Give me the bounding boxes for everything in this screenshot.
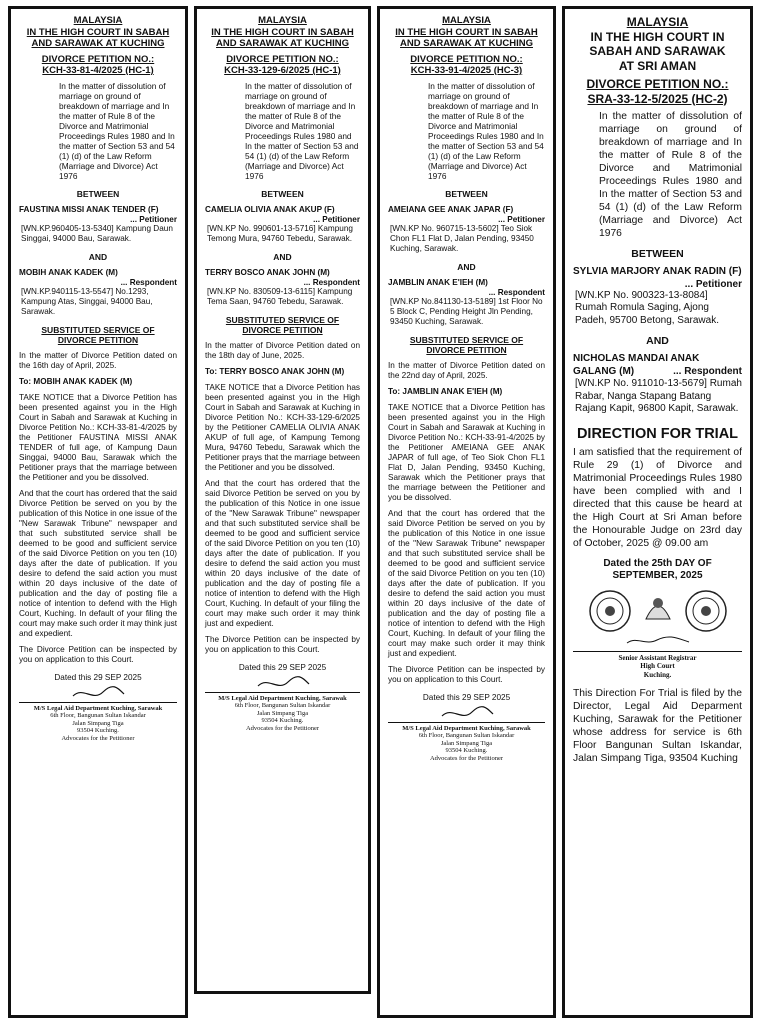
and-label: AND <box>273 251 292 262</box>
signature-icon <box>68 684 128 702</box>
notice-column-1 <box>8 6 188 1018</box>
notice-column-2 <box>194 6 371 994</box>
take-notice-text: TAKE NOTICE that a Divorce Petition has been presented against you in the High Court in Sabah and Sarawak at Kuching in Divorce Petition No.: KCH-33-91-4/2025 by the Petitioner AMEIANA GEE ANAK JAPAR of full age, of Teo Siok Chon FL1 Flat D, Jalan Pending, 93450 Kuching, Sarawak which the Petitioner prays that the marriage between the Petitioner and you be dissolved. <box>388 402 545 502</box>
footer-address-2: Jalan Simpang Tiga <box>256 709 309 717</box>
respondent-name-line2: GALANG (M) <box>573 365 635 377</box>
footer-firm: M/S Legal Aid Department Kuching, Sarawak <box>402 724 531 732</box>
footer-role: Advocates for the Petitioner <box>429 754 504 762</box>
court-heading-line3: AT SRI AMAN <box>618 58 697 73</box>
footer-address-3: 93504 Kuching. <box>261 717 304 724</box>
respondent-name: MOBIH ANAK KADEK (M) <box>19 267 118 277</box>
petitioner-address: [WN.KP No. 900323-13-8084] Rumah Romula Saging, Ajong Padeh, 95700 Betong, Sarawak. <box>575 289 719 326</box>
dated-line1: Dated the 25th DAY OF <box>603 557 712 569</box>
court-heading-line1: IN THE HIGH COURT IN SABAH <box>26 26 170 38</box>
petition-number: KCH-33-129-6/2025 (HC-1) <box>224 65 341 76</box>
take-notice-text: TAKE NOTICE that a Divorce Petition has been presented against you in the High Court in Sabah and Sarawak at Kuching in Divorce Petition No.: KCH-33-81-4/2025 by the Petitioner FAUSTINA MISSI ANAK TENDER of full age, of Kampung Daun Singgai, 94000 Bau, Sarawak which the Petitioner prays that the marriage between the Petitioner and you be dissolved. <box>19 392 177 482</box>
respondent-name-line1: NICHOLAS MANDAI ANAK <box>573 353 700 364</box>
dated-line: Dated this 29 SEP 2025 <box>422 692 511 702</box>
dated-line: Dated this 29 SEP 2025 <box>54 672 142 682</box>
petitioner-name: SYLVIA MARJORY ANAK RADIN (F) <box>573 266 742 277</box>
between-label: BETWEEN <box>631 248 684 260</box>
court-order-text: And that the court has ordered that the said Divorce Petition be served on you by the publication of this Notice in one issue of the "New Sarawak Tribune" newspaper and that such substituted service shall be deemed to be good and sufficient service of the said Divorce Petition on you ten (10) days after the date of publication. If you desire to defend the said action you must within 20 days inclusive of the date of publication and the day of posting file a notice of intention to defend with the High Court, Kuching. In default of your filing the court may make such order it may think just and expedient. <box>205 478 360 628</box>
respondent-line2 <box>573 366 742 379</box>
petitioner-name: CAMELIA OLIVIA ANAK AKUP (F) <box>205 204 335 214</box>
respondent-address: [WN.KP No. 911010-13-5679] Rumah Rabar, Nanga Stapang Batang Rajang Kapit, 96800 Kapit, Sarawak. <box>575 378 742 414</box>
court-heading-line2: AND SARAWAK AT KUCHING <box>400 38 533 49</box>
respondent-address: [WN.KP No.841130-13-5189] 1st Floor No 5 Block C, Pending Height Jln Pending, 93450 Kuching, Sarawak. <box>390 296 543 326</box>
petition-label: DIVORCE PETITION NO.: <box>586 77 729 91</box>
signature-icon <box>623 635 693 647</box>
respondent-name: JAMBLIN ANAK E'IEH (M) <box>388 277 488 287</box>
between-label: BETWEEN <box>445 188 488 199</box>
court-heading-line2: AND SARAWAK AT KUCHING <box>216 38 349 49</box>
footer-address-2: Jalan Simpang Tiga <box>440 739 493 747</box>
court-heading-line2: AND SARAWAK AT KUCHING <box>31 38 165 49</box>
to-line: To: TERRY BOSCO ANAK JOHN (M) <box>205 366 345 376</box>
footer-address-3: 93504 Kuching. <box>445 747 488 754</box>
footer-address-1: 6th Floor, Bangunan Sultan Iskandar <box>234 702 331 709</box>
substituted-service-line1: SUBSTITUTED SERVICE OF <box>41 324 155 335</box>
matter-text: In the matter of dissolution of marriage on ground of breakdown of marriage and In the matter of Rule 8 of the Divorce and Matrimonial Proceedings Rules 1980 and In the matter of Section 53 and 54 (1) (d) of the Law Reform (Marriage and Divorce) Act 1976 <box>428 80 544 181</box>
signature-icon <box>253 674 313 692</box>
substituted-service-line2: DIVORCE PETITION <box>57 334 139 345</box>
petition-dated-text: In the matter of Divorce Petition dated on the 18th day of June, 2025. <box>205 340 360 360</box>
and-label: AND <box>646 335 669 347</box>
respondent-address: [WN.KP No. 830509-13-6115] Kampung Tema Saan, 94760 Tebedu, Sarawak. <box>207 286 353 306</box>
petition-label: DIVORCE PETITION NO.: <box>41 53 155 65</box>
substituted-service-line2: DIVORCE PETITION <box>426 344 507 355</box>
petition-number: SRA-33-12-5/2025 (HC-2) <box>587 91 728 106</box>
country-heading: MALAYSIA <box>258 15 307 26</box>
footer-firm: M/S Legal Aid Department Kuching, Sarawak <box>33 704 163 712</box>
direction-text: I am satisfied that the requirement of Rule 29 (1) of Divorce and Matrimonial Proceedings Rules 1980 have been complied with and I directed that this cause be heard at the High Court at Sri Aman before the Honourable Judge on 23rd day of October, 2025 @ 09.00 am <box>573 446 742 549</box>
and-label: AND <box>457 261 476 272</box>
respondent-role: ... Respondent <box>673 365 742 377</box>
court-seal-icon <box>684 589 728 633</box>
footer-block <box>19 702 177 743</box>
petitioner-role: ... Petitioner <box>313 214 360 224</box>
court-heading-line1: IN THE HIGH COURT IN <box>590 29 725 44</box>
coat-of-arms-icon <box>638 589 678 629</box>
respondent-name: TERRY BOSCO ANAK JOHN (M) <box>205 267 330 277</box>
matter-text: In the matter of dissolution of marriage on ground of breakdown of marriage and In the matter of Rule 8 of the Divorce and Matrimonial Proceedings Rules 1980 and In the matter of Section 53 and 54 (1) (d) of the Law Reform (Marriage and Divorce) Act 1976 <box>599 111 742 239</box>
court-order-text: And that the court has ordered that the said Divorce Petition be served on you by the publication of this Notice in one issue of the "New Sarawak Tribune" newspaper and that such substituted service shall be deemed to be good and sufficient service of the said Divorce Petition on you ten (10) days after the date of publication. If you desire to defend the said action you must within 20 days inclusive of the date of publication and the day of posting file a notice of intention to defend with the High Court, Kuching. In default of your filing the court may make such order it may think just and expedient. <box>388 508 545 658</box>
dated-line2: SEPTEMBER, 2025 <box>612 570 703 581</box>
petitioner-address: [WN.KP.960405-13-5340] Kampung Daun Singgai, 94000 Bau, Sarawak. <box>21 223 173 243</box>
footer-role: Advocates for the Petitioner <box>245 724 320 732</box>
and-label: AND <box>88 251 108 262</box>
notice-column-4 <box>562 6 753 1018</box>
inspect-text: The Divorce Petition can be inspected by you on application to this Court. <box>205 634 360 654</box>
respondent-role: ... Respondent <box>303 277 360 287</box>
between-label: BETWEEN <box>261 188 304 199</box>
to-line: To: MOBIH ANAK KADEK (M) <box>19 376 133 386</box>
court-seal-icon <box>588 589 632 633</box>
respondent-address: [WN.KP.940115-13-5547] No.1293, Kampung Atas, Singgai, 94000 Bau, Sarawak. <box>21 286 153 316</box>
petitioner-role: ... Petitioner <box>498 214 545 224</box>
filed-by-text: This Direction For Trial is filed by the Director, Legal Aid Deparment Kuching, Sarawak for the Petitioner whose address for service is 6th Floor Bangunan Sultan Iskandar, Jalan Simpang Tiga, 93504 Kuching <box>573 688 742 764</box>
country-heading: MALAYSIA <box>442 15 491 26</box>
footer-address-3: 93504 Kuching. <box>77 727 119 734</box>
petition-dated-text: In the matter of Divorce Petition dated on the 22nd day of April, 2025. <box>388 360 545 380</box>
court-seals <box>573 589 742 633</box>
substituted-service-line1: SUBSTITUTED SERVICE OF <box>225 314 340 325</box>
take-notice-text: TAKE NOTICE that a Divorce Petition has been presented against you in the High Court in Sabah and Sarawak at Kuching in Divorce Petition No.: KCH-33-129-6/2025 by the Petitioner CAMELIA OLIVIA ANAK AKUP of full age, of Kampung Temong Mura, 94760 Tebedu, Sarawak which the Petitioner prays that the marriage between the Petitioner and you be dissolved. <box>205 382 360 472</box>
petition-number: KCH-33-81-4/2025 (HC-1) <box>42 65 154 76</box>
court-heading-line2: SABAH AND SARAWAK <box>589 44 726 58</box>
court-order-text: And that the court has ordered that the said Divorce Petition be served on you by the publication of this Notice in one issue of the "New Sarawak Tribune" newspaper and that such substituted service shall be deemed to be good and sufficient service of the said Divorce Petition on you ten (10) days after the date of publication. If you desire to defend the said action you must within 20 days inclusive of the date of publication and the day of posting file a notice of intention to defend with the High Court, Kuching. In default of your filing the court may make such order it may think just and expedient. <box>19 488 177 638</box>
petition-label: DIVORCE PETITION NO.: <box>410 53 523 65</box>
petitioner-role: ... Petitioner <box>130 214 177 224</box>
country-heading: MALAYSIA <box>73 15 123 26</box>
petitioner-address: [WN.KP No. 960715-13-5602] Teo Siok Chon FL1 Flat D, Jalan Pending, 93450 Kuching, Sarawak. <box>390 223 534 253</box>
court-heading-line1: IN THE HIGH COURT IN SABAH <box>211 26 354 38</box>
footer-address-1: 6th Floor, Bangunan Sultan Iskandar <box>50 712 146 719</box>
signature-icon <box>437 704 497 722</box>
registrar-title: Senior Assistant Registrar <box>618 653 697 662</box>
registrar-block <box>573 651 742 680</box>
respondent-role: ... Respondent <box>488 287 545 297</box>
petition-number: KCH-33-91-4/2025 (HC-3) <box>410 65 523 76</box>
matter-text: In the matter of dissolution of marriage on ground of breakdown of marriage and In the matter of Rule 8 of the Divorce and Matrimonial Proceedings Rules 1980 and In the matter of Section 53 and 54 (1) (d) of the Law Reform (Marriage and Divorce) Act 1976 <box>59 80 175 181</box>
to-line: To: JAMBLIN ANAK E'IEH (M) <box>388 386 503 396</box>
country-heading: MALAYSIA <box>626 15 689 29</box>
inspect-text: The Divorce Petition can be inspected by you on application to this Court. <box>388 664 545 684</box>
court-heading-line1: IN THE HIGH COURT IN SABAH <box>395 26 538 38</box>
between-label: BETWEEN <box>76 188 120 199</box>
notice-column-3 <box>377 6 556 1018</box>
footer-block <box>205 692 360 733</box>
footer-role: Advocates for the Petitioner <box>61 734 135 742</box>
footer-address-2: Jalan Simpang Tiga <box>72 719 124 727</box>
footer-firm: M/S Legal Aid Department Kuching, Sarawak <box>218 694 347 702</box>
petitioner-role: ... Petitioner <box>684 278 742 290</box>
matter-text: In the matter of dissolution of marriage on ground of breakdown of marriage and In the matter of Rule 8 of the Divorce and Matrimonial Proceedings Rules 1980 and In the matter of Section 53 and 54 (1) (d) of the Law Reform (Marriage and Divorce) Act 1976 <box>245 80 359 181</box>
petition-label: DIVORCE PETITION NO.: <box>226 53 339 65</box>
petitioner-address: [WN.KP No. 990601-13-5716] Kampung Temong Mura, 94760 Tebedu, Sarawak. <box>207 223 353 243</box>
petition-dated-text: In the matter of Divorce Petition dated on the 16th day of April, 2025. <box>19 350 177 370</box>
substituted-service-line2: DIVORCE PETITION <box>242 324 323 335</box>
substituted-service-line1: SUBSTITUTED SERVICE OF <box>409 334 524 345</box>
petitioner-name: FAUSTINA MISSI ANAK TENDER (F) <box>19 204 159 214</box>
direction-title: DIRECTION FOR TRIAL <box>576 425 739 442</box>
dated-line: Dated this 29 SEP 2025 <box>238 662 327 672</box>
respondent-role: ... Respondent <box>120 277 177 287</box>
registrar-location: Kuching. <box>643 670 672 679</box>
footer-address-1: 6th Floor, Bangunan Sultan Iskandar <box>418 732 515 739</box>
petitioner-name: AMEIANA GEE ANAK JAPAR (F) <box>388 204 514 214</box>
inspect-text: The Divorce Petition can be inspected by you on application to this Court. <box>19 644 177 664</box>
footer-block <box>388 722 545 763</box>
registrar-court: High Court <box>640 662 675 670</box>
